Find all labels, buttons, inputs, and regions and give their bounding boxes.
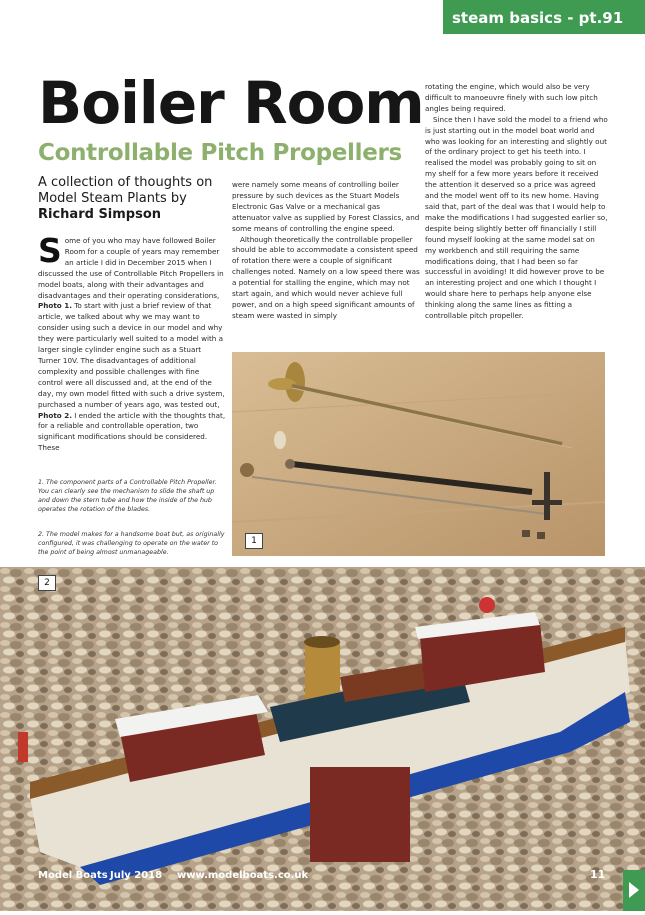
photo-model-boat [0, 567, 645, 911]
footer-issue: July 2018 [110, 870, 163, 881]
col3-paragraph-1: rotating the engine, which would also be very difficult to manoeuvre finely with such low pitch angles being required. [425, 82, 598, 113]
footer-url[interactable]: www.modelboats.co.uk [177, 870, 309, 881]
column-2 [232, 180, 420, 322]
caption-photo-1: 1. The component parts of a Controllable Pitch Propeller. You can clearly see the mechanism to slide the shaft up and down the stern tube and how the inside of the hub operates the rotation of the blades. [38, 479, 217, 513]
photo-2-label: 2 [38, 575, 56, 591]
col1-text-a: ome of you who may have followed Boiler Room for a couple of years may remember an article I did in December 2015 when I discussed the use of Controllable Pitch Propellers in model boats, along with their advantages and disadvantages and their operating considerations, [38, 236, 224, 300]
photo-propeller-parts [232, 352, 605, 556]
page-number: 11 [590, 868, 606, 881]
author-name: Richard Simpson [38, 207, 162, 222]
col2-paragraph-1: were namely some means of controlling boiler pressure by such devices as the Stuart Models Electronic Gas Valve or a mechanical gas attenuator valve as supplied by Forest Classics, and some means of controlling the engine speed. [232, 180, 420, 233]
photo-1-label: 1 [245, 533, 263, 549]
drop-cap: S [38, 231, 62, 270]
standfirst-text: A collection of thoughts on Model Steam Plants by [38, 175, 213, 206]
column-1 [38, 231, 226, 454]
article-title: Boiler Room [38, 69, 424, 137]
footer-magazine: Model Boats [38, 870, 108, 881]
col1-text-b: To start with just a brief review of that article, we talked about why we may want to consider using such a device in our model and why they were particularly well suited to a model with a larger single cylinder engine such as a Stuart Turner 10V. The disadvantages of additional complexity and possible challenges with fine control were all discussed and, at the end of the day, my own model fitted with such a drive system, purchased a number of years ago, was tested out, [38, 301, 225, 409]
standfirst [38, 175, 238, 223]
section-tab: steam basics - pt.91 [443, 0, 645, 34]
caption-photo-2: 2. The model makes for a handsome boat but, as originally configured, it was challenging to operate on the water to the point of being almost unmanageable. [38, 531, 225, 556]
photo2-reference: Photo 2. [38, 410, 72, 420]
next-page-arrow[interactable] [623, 870, 645, 911]
photo1-reference: Photo 1. [38, 301, 72, 311]
col2-paragraph-2: Although theoretically the controllable propeller should be able to accommodate a consistent speed of rotation there were a couple of significant challenges noted. Namely on a low speed there was a potential for stalling the engine, which may not start again, and which would never achieve full power, and on a high speed significant amounts of steam were wasted in simply [232, 234, 420, 320]
col3-paragraph-2: Since then I have sold the model to a friend who is just starting out in the model boat world and who was looking for an interesting and slightly out of the ordinary project to get his teeth into. I realised the model was probably going to sit on my shelf for a few more years before it received the attention it deserved so a price was agreed and the model went off to its new home. Having said that, part of the deal was that I would help to make the modifications I had suggested earlier so, despite being slightly better off financially I still found myself looking at the same model sat on my workbench and still requiring the same modifications doing, that I had been so far successful in avoiding! It did however prove to be an interesting project and one which I thought I would share here to perhaps help anyone else thinking along the same lines as fitting a controllable pitch propeller. [425, 114, 608, 321]
arrow-right-icon [629, 882, 639, 898]
col1-text-c: I ended the article with the thoughts that, for a reliable and controllable operation, two significant modifications should be considered. These [38, 410, 226, 453]
column-3 [425, 82, 608, 322]
article-subtitle: Controllable Pitch Propellers [38, 140, 402, 166]
